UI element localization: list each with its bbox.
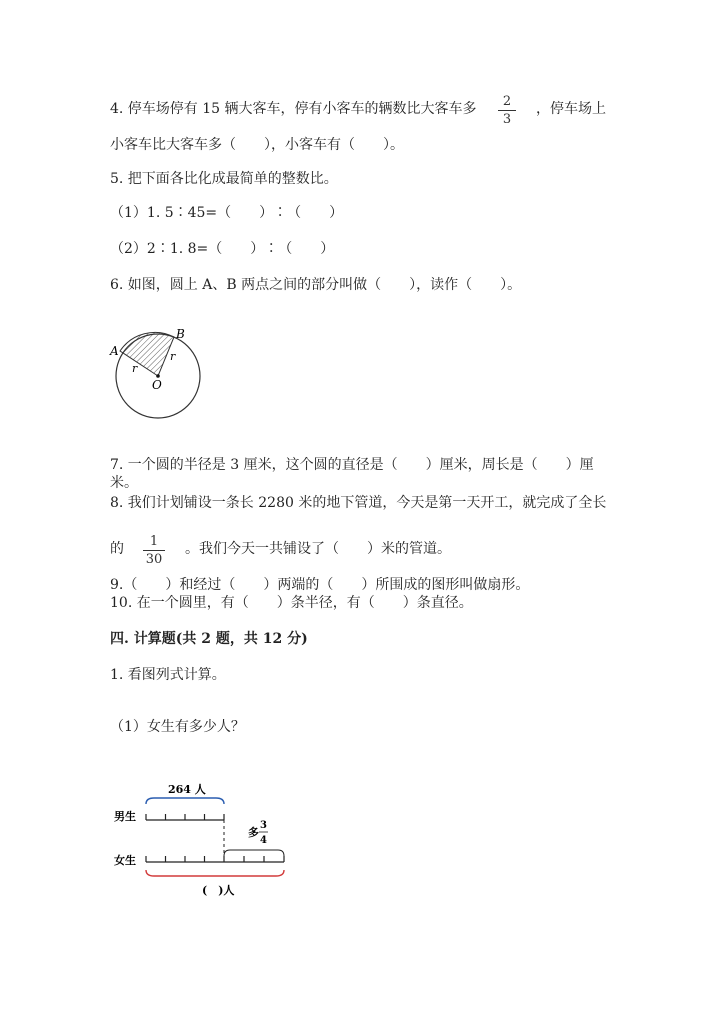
label-r2: r <box>170 350 176 363</box>
more-den: 4 <box>260 835 267 846</box>
boy-ticks <box>146 814 224 820</box>
top-brace <box>146 798 224 804</box>
q4-part1: 4. 停车场停有 15 辆大客车，停有小客车的辆数比大客车多 <box>110 101 477 117</box>
boy-label: 男生 <box>114 810 136 823</box>
label-b: B <box>176 327 185 341</box>
q8-suffix: 。我们今天一共铺设了（ ）米的管道。 <box>185 541 451 557</box>
q8-frac-den: 30 <box>145 552 163 567</box>
top-label: 264 人 <box>168 783 206 796</box>
q8-frac-bar <box>143 550 165 551</box>
q8-fraction <box>143 534 165 567</box>
label-r1: r <box>132 362 138 375</box>
q4-line2: 小客车比大客车多（ ），小客车有（ ）。 <box>110 137 404 153</box>
segment-diagram <box>108 776 308 906</box>
q10-text: 10. 在一个圆里，有（ ）条半径，有（ ）条直径。 <box>110 595 473 611</box>
q5-item1: （1）1. 5∶45=（ ）∶（ ） <box>110 205 344 221</box>
girl-label: 女生 <box>114 854 136 867</box>
q8-prefix: 的 <box>110 541 124 557</box>
q7-line2: 米。 <box>110 475 138 491</box>
calc1-sub1: （1）女生有多少人？ <box>110 719 245 735</box>
q4-line1 <box>110 100 477 118</box>
section4-title: 四. 计算题(共 2 题，共 12 分) <box>110 631 308 647</box>
q7-line1: 7. 一个圆的半径是 3 厘米，这个圆的直径是（ ）厘米，周长是（ ）厘 <box>110 457 594 473</box>
q6-text: 6. 如图，圆上 A、B 两点之间的部分叫做（ ），读作（ ）。 <box>110 277 522 293</box>
q4-part2: ，停车场上 <box>536 101 606 117</box>
shaded-sector <box>120 332 174 376</box>
q4-frac-num: 2 <box>502 94 512 109</box>
more-label: 多 <box>248 826 259 839</box>
q4-frac-bar <box>498 110 516 111</box>
more-num: 3 <box>260 820 267 831</box>
q4-fraction <box>498 94 516 127</box>
calc1-title: 1. 看图列式计算。 <box>110 667 226 683</box>
q8-frac-num: 1 <box>149 534 159 549</box>
label-a: A <box>110 344 119 358</box>
bottom-label: ( )人 <box>202 884 235 897</box>
q5-item2: （2）2∶1. 8=（ ）∶（ ） <box>110 241 335 257</box>
q4-frac-den: 3 <box>502 112 512 127</box>
q8-line1: 8. 我们计划铺设一条长 2280 米的地下管道，今天是第一天开工，就完成了全长 <box>110 495 607 511</box>
q9-text: 9.（ ）和经过（ ）两端的（ ）所围成的图形叫做扇形。 <box>110 577 530 593</box>
circle-sector-figure <box>108 328 218 428</box>
bottom-brace <box>146 870 284 876</box>
girl-ticks <box>146 856 284 862</box>
label-o: O <box>152 378 162 392</box>
q5-title: 5. 把下面各比化成最简单的整数比。 <box>110 171 338 187</box>
more-brace <box>224 850 284 856</box>
